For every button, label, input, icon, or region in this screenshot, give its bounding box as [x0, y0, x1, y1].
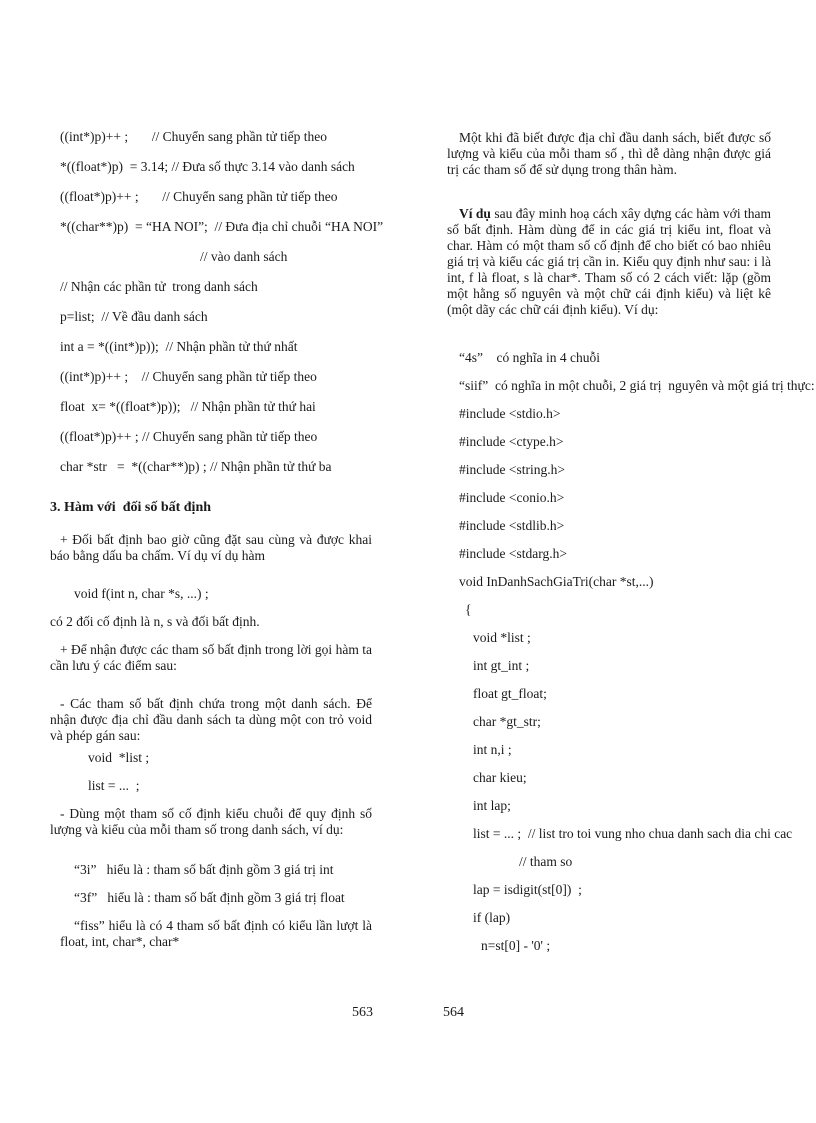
paragraph: có 2 đối cố định là n, s và đối bất định. [50, 614, 260, 629]
code-line: lap = isdigit(st[0]) ; [473, 882, 582, 897]
example-line: “3i” hiểu là : tham số bất định gồm 3 giá trị int [74, 862, 334, 877]
code-line: list = ... ; [88, 778, 140, 793]
code-comment: // tham so [519, 854, 573, 869]
code-line: *((float*)p) = 3.14; // Đưa số thực 3.14 vào danh sách [60, 159, 355, 174]
code-line: ((float*)p)++ ; // Chuyển sang phần tử tiếp theo [60, 189, 338, 204]
left-page [50, 0, 384, 1000]
code-line: list = ... ; // list tro toi vung nho chua danh sach dia chi cac [473, 826, 793, 841]
code-line: int gt_int ; [473, 658, 530, 673]
page-number-left: 563 [352, 1005, 373, 1020]
paragraph: - Các tham số bất định chứa trong một danh sách. Để nhận được địa chỉ đầu danh sách ta dùng một con trỏ void và phép gán sau: [50, 696, 372, 743]
code-line: int a = *((int*)p)); // Nhận phần tử thứ nhất [60, 339, 298, 354]
example-line: “3f” hiểu là : tham số bất định gồm 3 giá trị float [74, 890, 345, 905]
include-line: #include <stdio.h> [459, 406, 561, 421]
include-line: #include <string.h> [459, 462, 565, 477]
section-heading: 3. Hàm với đối số bất định [50, 500, 212, 515]
page-number-right: 564 [443, 1005, 464, 1020]
paragraph-text: sau đây minh hoạ cách xây dựng các hàm với tham số bất định. Hàm dùng để in các giá trị kiểu int, float và char. Hàm có một tham số cố định để cho biết có bao nhiêu giá trị và kiểu các giá trị cần in. Kiểu quy định như sau: i là int, f là float, s là char*. Tham số có 2 cách viết: lặp (gồm một hằng số nguyên và một chữ cái định kiểu) và liệt kê (một dãy các chữ cái định kiểu). Ví dụ: [447, 206, 771, 317]
paragraph: - Dùng một tham số cố định kiểu chuỗi để quy định số lượng và kiểu của mỗi tham số trong danh sách, ví dụ: [50, 806, 372, 837]
code-line: ((int*)p)++ ; // Chuyển sang phần tử tiếp theo [60, 129, 328, 144]
example-line: “siif” có nghĩa in một chuỗi, 2 giá trị nguyên và một giá trị thực: [459, 378, 815, 393]
example-line: “fiss” hiểu là có 4 tham số bất định có kiểu lần lượt là float, int, char*, char* [60, 918, 372, 949]
code-comment: // vào danh sách [200, 249, 288, 264]
code-line: float x= *((float*)p)); // Nhận phần tử thứ hai [60, 399, 316, 414]
code-line: int n,i ; [473, 742, 512, 757]
include-line: #include <conio.h> [459, 490, 565, 505]
code-line: void *list ; [88, 750, 150, 765]
code-line: int lap; [473, 798, 511, 813]
paragraph [447, 206, 771, 318]
example-line: “4s” có nghĩa in 4 chuỗi [459, 350, 600, 365]
code-line: p=list; // Về đầu danh sách [60, 309, 208, 324]
code-line: // Nhận các phần tử trong danh sách [60, 279, 258, 294]
code-line: ((int*)p)++ ; // Chuyển sang phần tử tiếp theo [60, 369, 317, 384]
include-line: #include <stdlib.h> [459, 518, 565, 533]
paragraph: Một khi đã biết được địa chỉ đầu danh sách, biết được số lượng và kiểu của mỗi tham số , thì dễ dàng nhận được giá trị các tham số để sử dụng trong thân hàm. [447, 130, 771, 177]
function-signature: void InDanhSachGiaTri(char *st,...) [459, 574, 654, 589]
code-line: char *gt_str; [473, 714, 541, 729]
example-label: Ví dụ [459, 206, 491, 221]
code-line: if (lap) [473, 910, 511, 925]
code-line: char kieu; [473, 770, 527, 785]
code-line: void *list ; [473, 630, 531, 645]
paragraph: + Để nhận được các tham số bất định trong lời gọi hàm ta cần lưu ý các điểm sau: [50, 642, 372, 673]
code-line: ((float*)p)++ ; // Chuyển sang phần tử tiếp theo [60, 429, 318, 444]
include-line: #include <ctype.h> [459, 434, 564, 449]
code-line: void f(int n, char *s, ...) ; [74, 586, 209, 601]
paragraph: + Đối bất định bao giờ cũng đặt sau cùng và được khai báo bằng dấu ba chấm. Ví dụ ví dụ hàm [50, 532, 372, 563]
code-line: n=st[0] - '0' ; [481, 938, 551, 953]
open-brace: { [465, 602, 472, 617]
include-line: #include <stdarg.h> [459, 546, 567, 561]
code-line: char *str = *((char**)p) ; // Nhận phần tử thứ ba [60, 459, 332, 474]
right-page [447, 0, 815, 1000]
code-line: *((char**)p) = “HA NOI”; // Đưa địa chỉ chuỗi “HA NOI” [60, 219, 384, 234]
code-line: float gt_float; [473, 686, 547, 701]
